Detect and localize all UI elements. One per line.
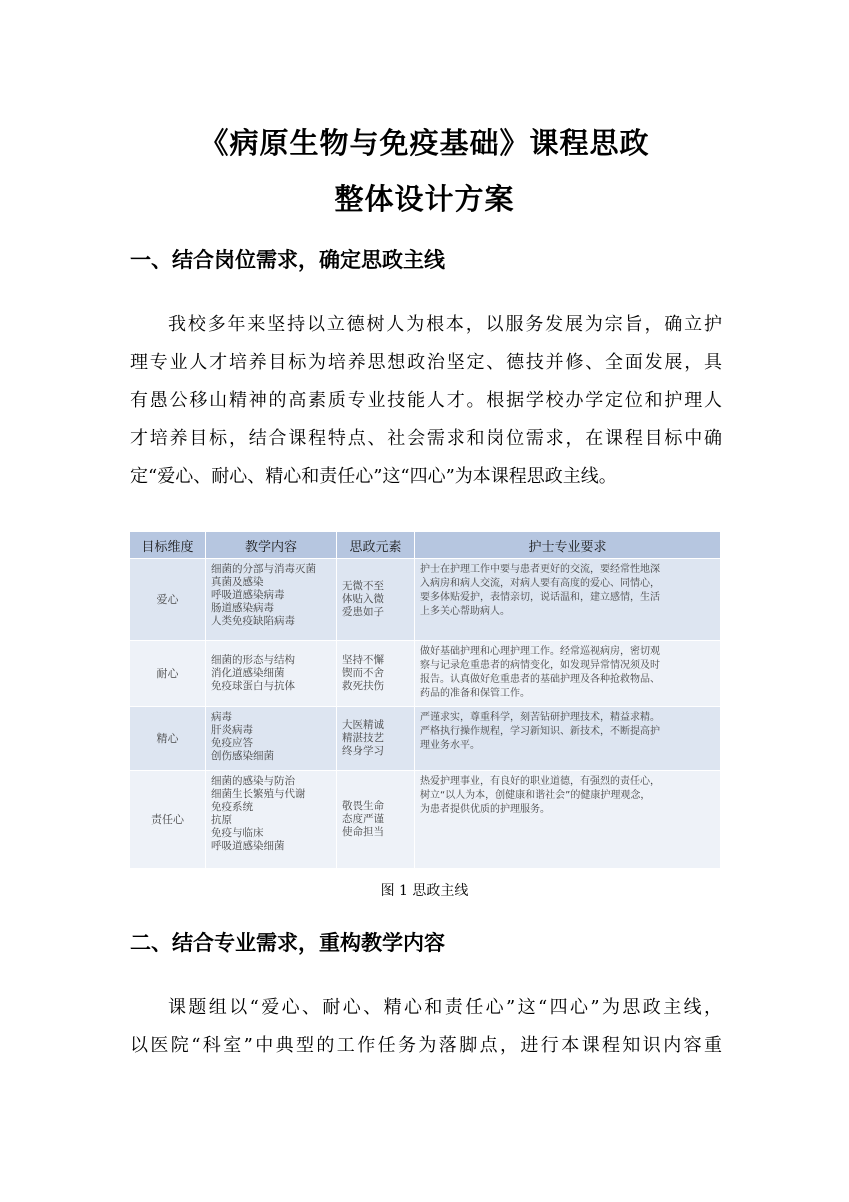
content-item: 真菌及感染 (211, 576, 264, 588)
content-item: 呼吸道感染细菌 (211, 840, 285, 852)
requirement-line: 上多关心帮助病人。 (420, 606, 510, 617)
paragraph-line: 才培养目标，结合课程特点、社会需求和岗位需求，在课程目标中确 (130, 428, 722, 449)
section2-paragraph (130, 989, 722, 1065)
element-item: 坚持不懈 (342, 654, 384, 666)
element-item: 使命担当 (342, 826, 384, 838)
content-item: 免疫与临床 (211, 827, 264, 839)
content-item: 细菌生长繁殖与代谢 (211, 788, 306, 800)
requirement-line: 护士在护理工作中要与患者更好的交流，要经常性地深 (420, 564, 660, 575)
cell-content (206, 641, 337, 707)
element-item: 爱患如子 (342, 606, 384, 618)
requirement-line: 要多体贴爱护，表情亲切，说话温和，建立感情，生活 (420, 592, 660, 603)
element-item: 敬畏生命 (342, 800, 384, 812)
cell-requirements (415, 707, 721, 771)
cell-content (206, 559, 337, 641)
cell-content (206, 771, 337, 869)
content-item: 肠道感染病毒 (211, 602, 274, 614)
cell-requirements (415, 641, 721, 707)
content-item: 细菌的感染与防治 (211, 775, 295, 787)
content-item: 细菌的形态与结构 (211, 654, 295, 666)
cell-elements (337, 771, 415, 869)
document-title-line1: 《病原生物与免疫基础》课程思政 (199, 126, 650, 160)
table-row (130, 559, 721, 641)
element-item: 终身学习 (342, 745, 384, 757)
cell-dimension: 精心 (130, 707, 206, 771)
header-dimension: 目标维度 (130, 532, 206, 559)
element-item: 体贴入微 (342, 593, 384, 605)
table-row (130, 641, 721, 707)
ideology-table (129, 531, 721, 869)
document-title-line2: 整体设计方案 (334, 182, 515, 216)
element-item: 精湛技艺 (342, 732, 384, 744)
requirement-line: 理业务水平。 (420, 740, 480, 751)
content-item: 创伤感染细菌 (211, 750, 274, 762)
table-header-row (130, 532, 721, 559)
requirement-line: 为患者提供优质的护理服务。 (420, 804, 550, 815)
content-item: 细菌的分部与消毒灭菌 (211, 563, 316, 575)
content-item: 消化道感染细菌 (211, 667, 285, 679)
section2-heading: 二、结合专业需求，重构教学内容 (130, 931, 445, 955)
requirement-line: 察与记录危重患者的病情变化，如发现异常情况须及时 (420, 660, 660, 671)
cell-elements (337, 559, 415, 641)
cell-dimension: 耐心 (130, 641, 206, 707)
figure-caption: 图 1 思政主线 (380, 883, 469, 899)
element-item: 大医精诚 (342, 719, 384, 731)
element-item: 锲而不舍 (342, 667, 384, 679)
content-item: 病毒 (211, 711, 232, 723)
paragraph-line: 我校多年来坚持以立德树人为根本，以服务发展为宗旨，确立护 (168, 314, 722, 335)
requirement-line: 树立“以人为本，创健康和谐社会”的健康护理观念， (420, 790, 651, 801)
cell-content (206, 707, 337, 771)
paragraph-line: 定“爱心、耐心、精心和责任心”这“四心”为本课程思政主线。 (130, 466, 617, 487)
section1-heading: 一、结合岗位需求，确定思政主线 (130, 248, 445, 272)
section1-paragraph (130, 306, 722, 496)
cell-dimension: 爱心 (130, 559, 206, 641)
paragraph-line: 有愚公移山精神的高素质专业技能人才。根据学校办学定位和护理人 (130, 390, 722, 411)
table-row (130, 771, 721, 869)
content-item: 呼吸道感染病毒 (211, 589, 285, 601)
content-item: 肝炎病毒 (211, 724, 253, 736)
content-item: 人类免疫缺陷病毒 (211, 615, 295, 627)
paragraph-line: 课题组以“爱心、耐心、精心和责任心”这“四心”为思政主线， (168, 997, 722, 1018)
cell-elements (337, 707, 415, 771)
cell-elements (337, 641, 415, 707)
requirement-line: 药品的准备和保管工作。 (420, 688, 530, 699)
requirement-line: 严谨求实，尊重科学，刻苦钻研护理技术，精益求精。 (420, 712, 660, 723)
element-item: 救死扶伤 (342, 680, 384, 692)
requirement-line: 热爱护理事业，有良好的职业道德，有强烈的责任心， (420, 776, 660, 787)
paragraph-line: 理专业人才培养目标为培养思想政治坚定、德技并修、全面发展，具 (130, 352, 722, 373)
content-item: 免疫球蛋白与抗体 (211, 680, 295, 692)
table-row (130, 707, 721, 771)
requirement-line: 报告。认真做好危重患者的基础护理及各种抢救物品、 (420, 674, 660, 685)
element-item: 态度严谨 (342, 813, 384, 825)
cell-dimension: 责任心 (130, 771, 206, 869)
content-item: 免疫应答 (211, 737, 253, 749)
header-content: 教学内容 (206, 532, 337, 559)
requirement-line: 做好基础护理和心理护理工作。经常巡视病房，密切观 (420, 646, 660, 657)
requirement-line: 严格执行操作规程，学习新知识、新技术，不断提高护 (420, 726, 660, 737)
element-item: 无微不至 (342, 580, 384, 592)
content-item: 抗原 (211, 814, 232, 826)
requirement-line: 入病房和病人交流，对病人要有高度的爱心、同情心， (420, 578, 660, 589)
content-item: 免疫系统 (211, 801, 253, 813)
cell-requirements (415, 771, 721, 869)
paragraph-line: 以医院“科室”中典型的工作任务为落脚点，进行本课程知识内容重 (130, 1035, 722, 1056)
header-elements: 思政元素 (337, 532, 415, 559)
cell-requirements (415, 559, 721, 641)
header-requirements: 护士专业要求 (415, 532, 721, 559)
